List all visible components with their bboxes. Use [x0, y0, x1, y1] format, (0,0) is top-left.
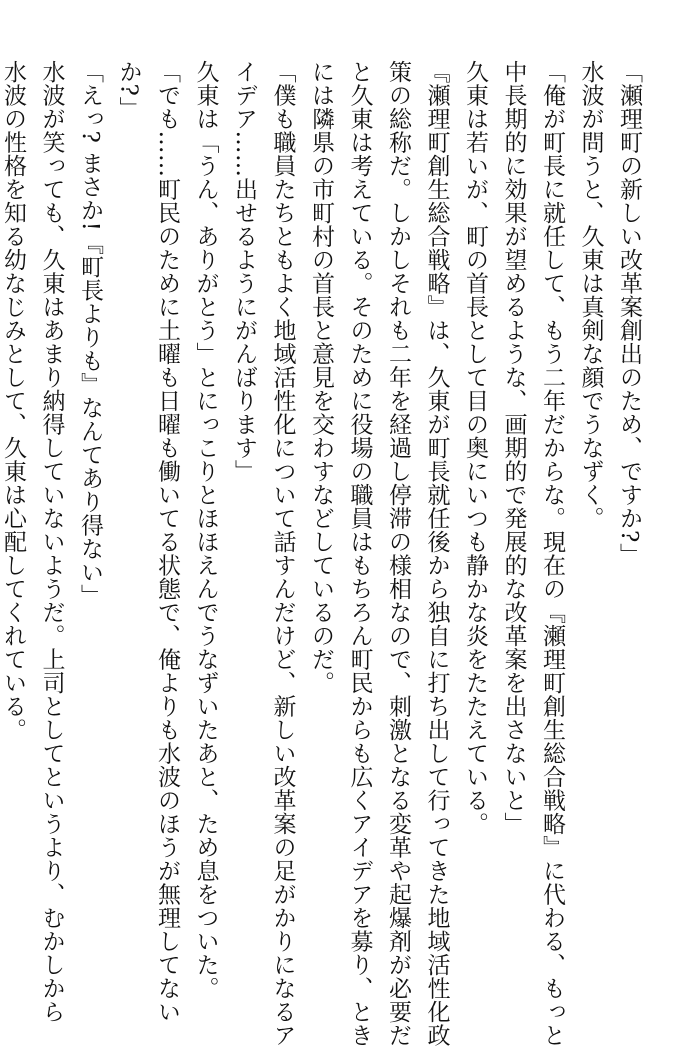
text-line: 『瀬理町創生総合戦略』は、久東が町長就任後から独自に打ち出して行ってきた地域活性化政: [423, 60, 450, 1047]
text-line: 「でも……町民のために土曜も日曜も働いてる状態で、俺よりも水波のほうが無理してない: [154, 60, 180, 1024]
text-line: か?」: [115, 60, 142, 120]
text-line: 中長期的に効果が望めるような、画期的で発展的な改革案を出さないと」: [500, 60, 527, 836]
text-line: 久東は若いが、町の首長として目の奥にいつも静かな炎をたたえている。: [462, 60, 488, 836]
text-line: 「僕も職員たちともよく地域活性化について話すんだけど、新しい改革案の足がかりになるア: [269, 60, 296, 1047]
text-line: 「瀬理町の新しい改革案創出のため、ですか?」: [616, 60, 642, 567]
text-line: 策の総称だ。しかしそれも二年を経過し停滞の様相なので、刺激となる変革や起爆剤が必要だ: [385, 60, 411, 1047]
text-line: 「俺が町長に就任して、もう二年だからな。現在の『瀬理町創生総合戦略』に代わる、もっと: [539, 60, 565, 1047]
vertical-text-body: [0, 60, 648, 1047]
text-line: イデア……出せるようにがんばります」: [231, 60, 257, 483]
text-line: 水波が笑っても、久東はあまり納得していないようだ。上司としてというより、むかしから: [38, 60, 65, 1024]
text-line: 「えっ? まさか!『町長よりも』なんてあり得ない」: [77, 60, 103, 608]
text-line: には隣県の市町村の首長と意見を交わすなどしているのだ。: [308, 60, 334, 695]
text-line: 水波の性格を知る幼なじみとして、久東は心配してくれている。: [0, 60, 26, 742]
text-line: と久東は考えている。そのために役場の職員はもちろん町民からも広くアイデアを募り、とき: [346, 60, 373, 1047]
text-line: 水波が問うと、久東は真剣な顔でうなずく。: [577, 60, 604, 530]
text-line: 久東は「うん、ありがとう」とにっこりとほほえんでうなずいたあと、ため息をついた。: [192, 60, 219, 1000]
